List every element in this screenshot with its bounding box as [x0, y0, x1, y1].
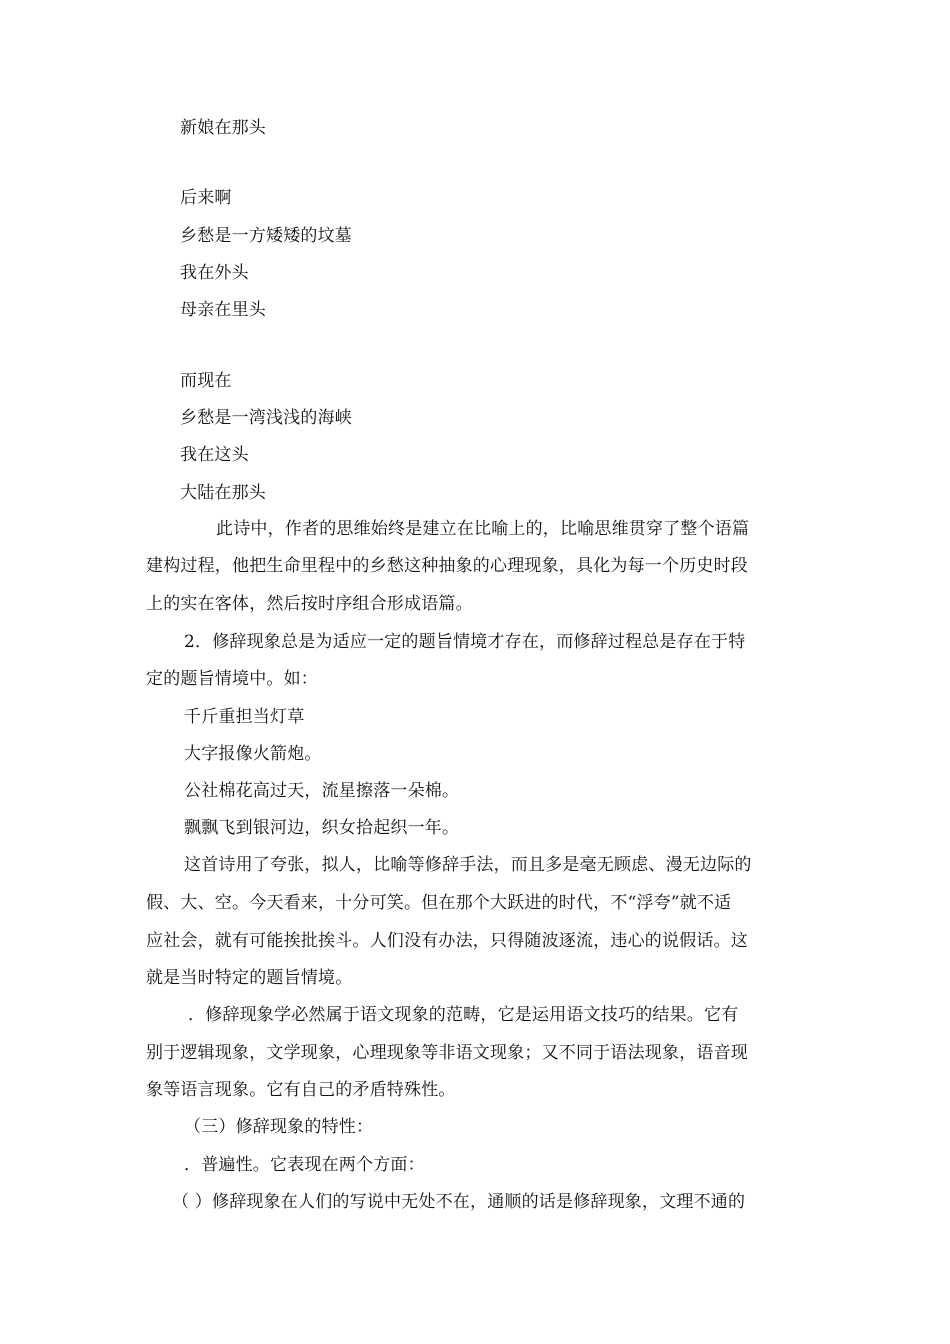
poem-line: 母亲在里头 [180, 300, 266, 320]
paragraph-line: 建构过程，他把生命里程中的乡愁这种抽象的心理现象，具化为每一个历史时段 [146, 556, 748, 576]
paragraph-line: ．修辞现象学必然属于语文现象的范畴，它是运用语文技巧的结果。它有 [188, 1005, 739, 1025]
poem-line: 大字报像火箭炮。 [184, 744, 322, 764]
poem-line: 后来啊 [180, 188, 232, 208]
paragraph-line: ．普遍性。它表现在两个方面： [184, 1155, 425, 1175]
paragraph-line: 假、大、空。今天看来，十分可笑。但在那个大跃进的时代，不“浮夸”就不适 [146, 893, 732, 913]
paragraph-line: 2．修辞现象总是为适应一定的题旨情境才存在，而修辞过程总是存在于特 [184, 632, 746, 652]
paragraph-line: 上的实在客体，然后按时序组合形成语篇。 [146, 594, 473, 614]
paragraph-line: 应社会，就有可能挨批挨斗。人们没有办法，只得随波逐流，违心的说假话。这 [146, 931, 748, 951]
paragraph-line: 此诗中，作者的思维始终是建立在比喻上的，比喻思维贯穿了整个语篇 [216, 519, 750, 539]
poem-line: 飘飘飞到银河边，织女拾起织一年。 [184, 818, 460, 838]
section-heading: （三）修辞现象的特性： [184, 1117, 374, 1137]
poem-line: 乡愁是一方矮矮的坟墓 [180, 226, 352, 246]
poem-line: 公社棉花高过天，流星擦落一朵棉。 [184, 781, 460, 801]
paragraph-line: 定的题旨情境中。如： [146, 669, 318, 689]
paragraph-line: 这首诗用了夸张，拟人，比喻等修辞手法，而且多是毫无顾虑、漫无边际的 [184, 855, 752, 875]
paragraph-line: （ ）修辞现象在人们的写说中无处不在，通顺的话是修辞现象，文理不通的 [172, 1192, 746, 1212]
paragraph-line: 别于逻辑现象，文学现象，心理现象等非语文现象；又不同于语法现象，语音现 [146, 1043, 748, 1063]
poem-line: 我在外头 [180, 263, 249, 283]
poem-line: 乡愁是一湾浅浅的海峡 [180, 408, 352, 428]
poem-line: 千斤重担当灯草 [184, 707, 305, 727]
poem-line: 我在这头 [180, 445, 249, 465]
poem-line: 大陆在那头 [180, 483, 266, 503]
paragraph-line: 就是当时特定的题旨情境。 [146, 968, 353, 988]
poem-line: 新娘在那头 [180, 118, 266, 138]
poem-line: 而现在 [180, 371, 232, 391]
paragraph-line: 象等语言现象。它有自己的矛盾特殊性。 [146, 1080, 456, 1100]
